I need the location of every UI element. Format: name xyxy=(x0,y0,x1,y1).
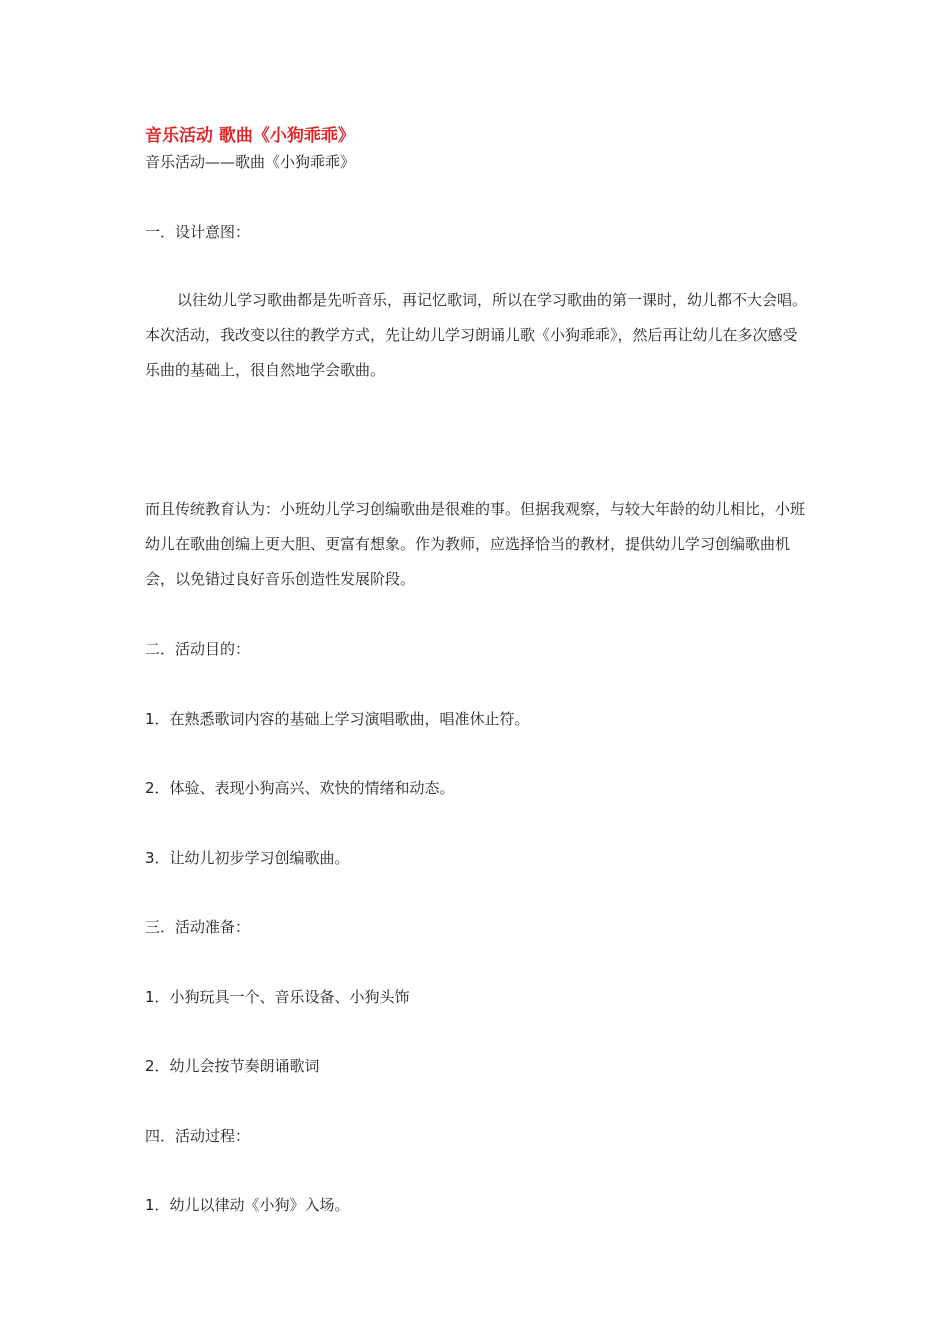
section-heading-process: 四．活动过程： xyxy=(145,1127,251,1145)
list-number: 1 xyxy=(145,988,155,1006)
section-heading-goals: 二．活动目的： xyxy=(145,640,251,658)
list-item-text: ．让幼儿初步学习创编歌曲。 xyxy=(154,849,350,867)
list-number: 1 xyxy=(145,1196,155,1214)
list-number: 2 xyxy=(145,1057,155,1075)
list-number: 2 xyxy=(145,779,155,797)
list-item-text: ．小狗玩具一个、音乐设备、小狗头饰 xyxy=(154,988,410,1006)
paragraph-tradition: 而且传统教育认为：小班幼儿学习创编歌曲是很难的事。但据我观察，与较大年龄的幼儿相比，小班幼儿在歌曲创编上更大胆、更富有想象。作为教师，应选择恰当的教材，提供幼儿学习创编歌曲机会，以免错过良好音乐创造性发展阶段。 xyxy=(145,500,806,588)
document-title: 音乐活动 歌曲《小狗乖乖》 xyxy=(145,126,355,146)
list-item-text: ．幼儿以律动《小狗》入场。 xyxy=(154,1196,350,1214)
list-item-text: ．幼儿会按节奏朗诵歌词 xyxy=(154,1057,320,1075)
list-item-goal-1 xyxy=(145,701,810,737)
list-item-process-1 xyxy=(145,1187,810,1223)
list-item-goal-2 xyxy=(145,770,810,806)
list-item-text: ．在熟悉歌词内容的基础上学习演唱歌曲，唱准休止符。 xyxy=(154,710,530,728)
list-item-goal-3 xyxy=(145,840,810,876)
list-item-prep-2 xyxy=(145,1048,810,1084)
list-item-prep-1 xyxy=(145,979,810,1015)
list-number: 1 xyxy=(145,710,155,728)
paragraph-design-intent: 以往幼儿学习歌曲都是先听音乐，再记忆歌词，所以在学习歌曲的第一课时，幼儿都不大会唱。本次活动，我改变以往的教学方式，先让幼儿学习朗诵儿歌《小狗乖乖》，然后再让幼儿在多次感受乐曲的基础上，很自然地学会歌曲。 xyxy=(145,291,808,379)
section-heading-design: 一．设计意图： xyxy=(145,223,251,241)
section-heading-prep: 三．活动准备： xyxy=(145,918,251,936)
document-subtitle: 音乐活动——歌曲《小狗乖乖》 xyxy=(145,153,356,171)
list-number: 3 xyxy=(145,849,155,867)
list-item-text: ．体验、表现小狗高兴、欢快的情绪和动态。 xyxy=(154,779,455,797)
